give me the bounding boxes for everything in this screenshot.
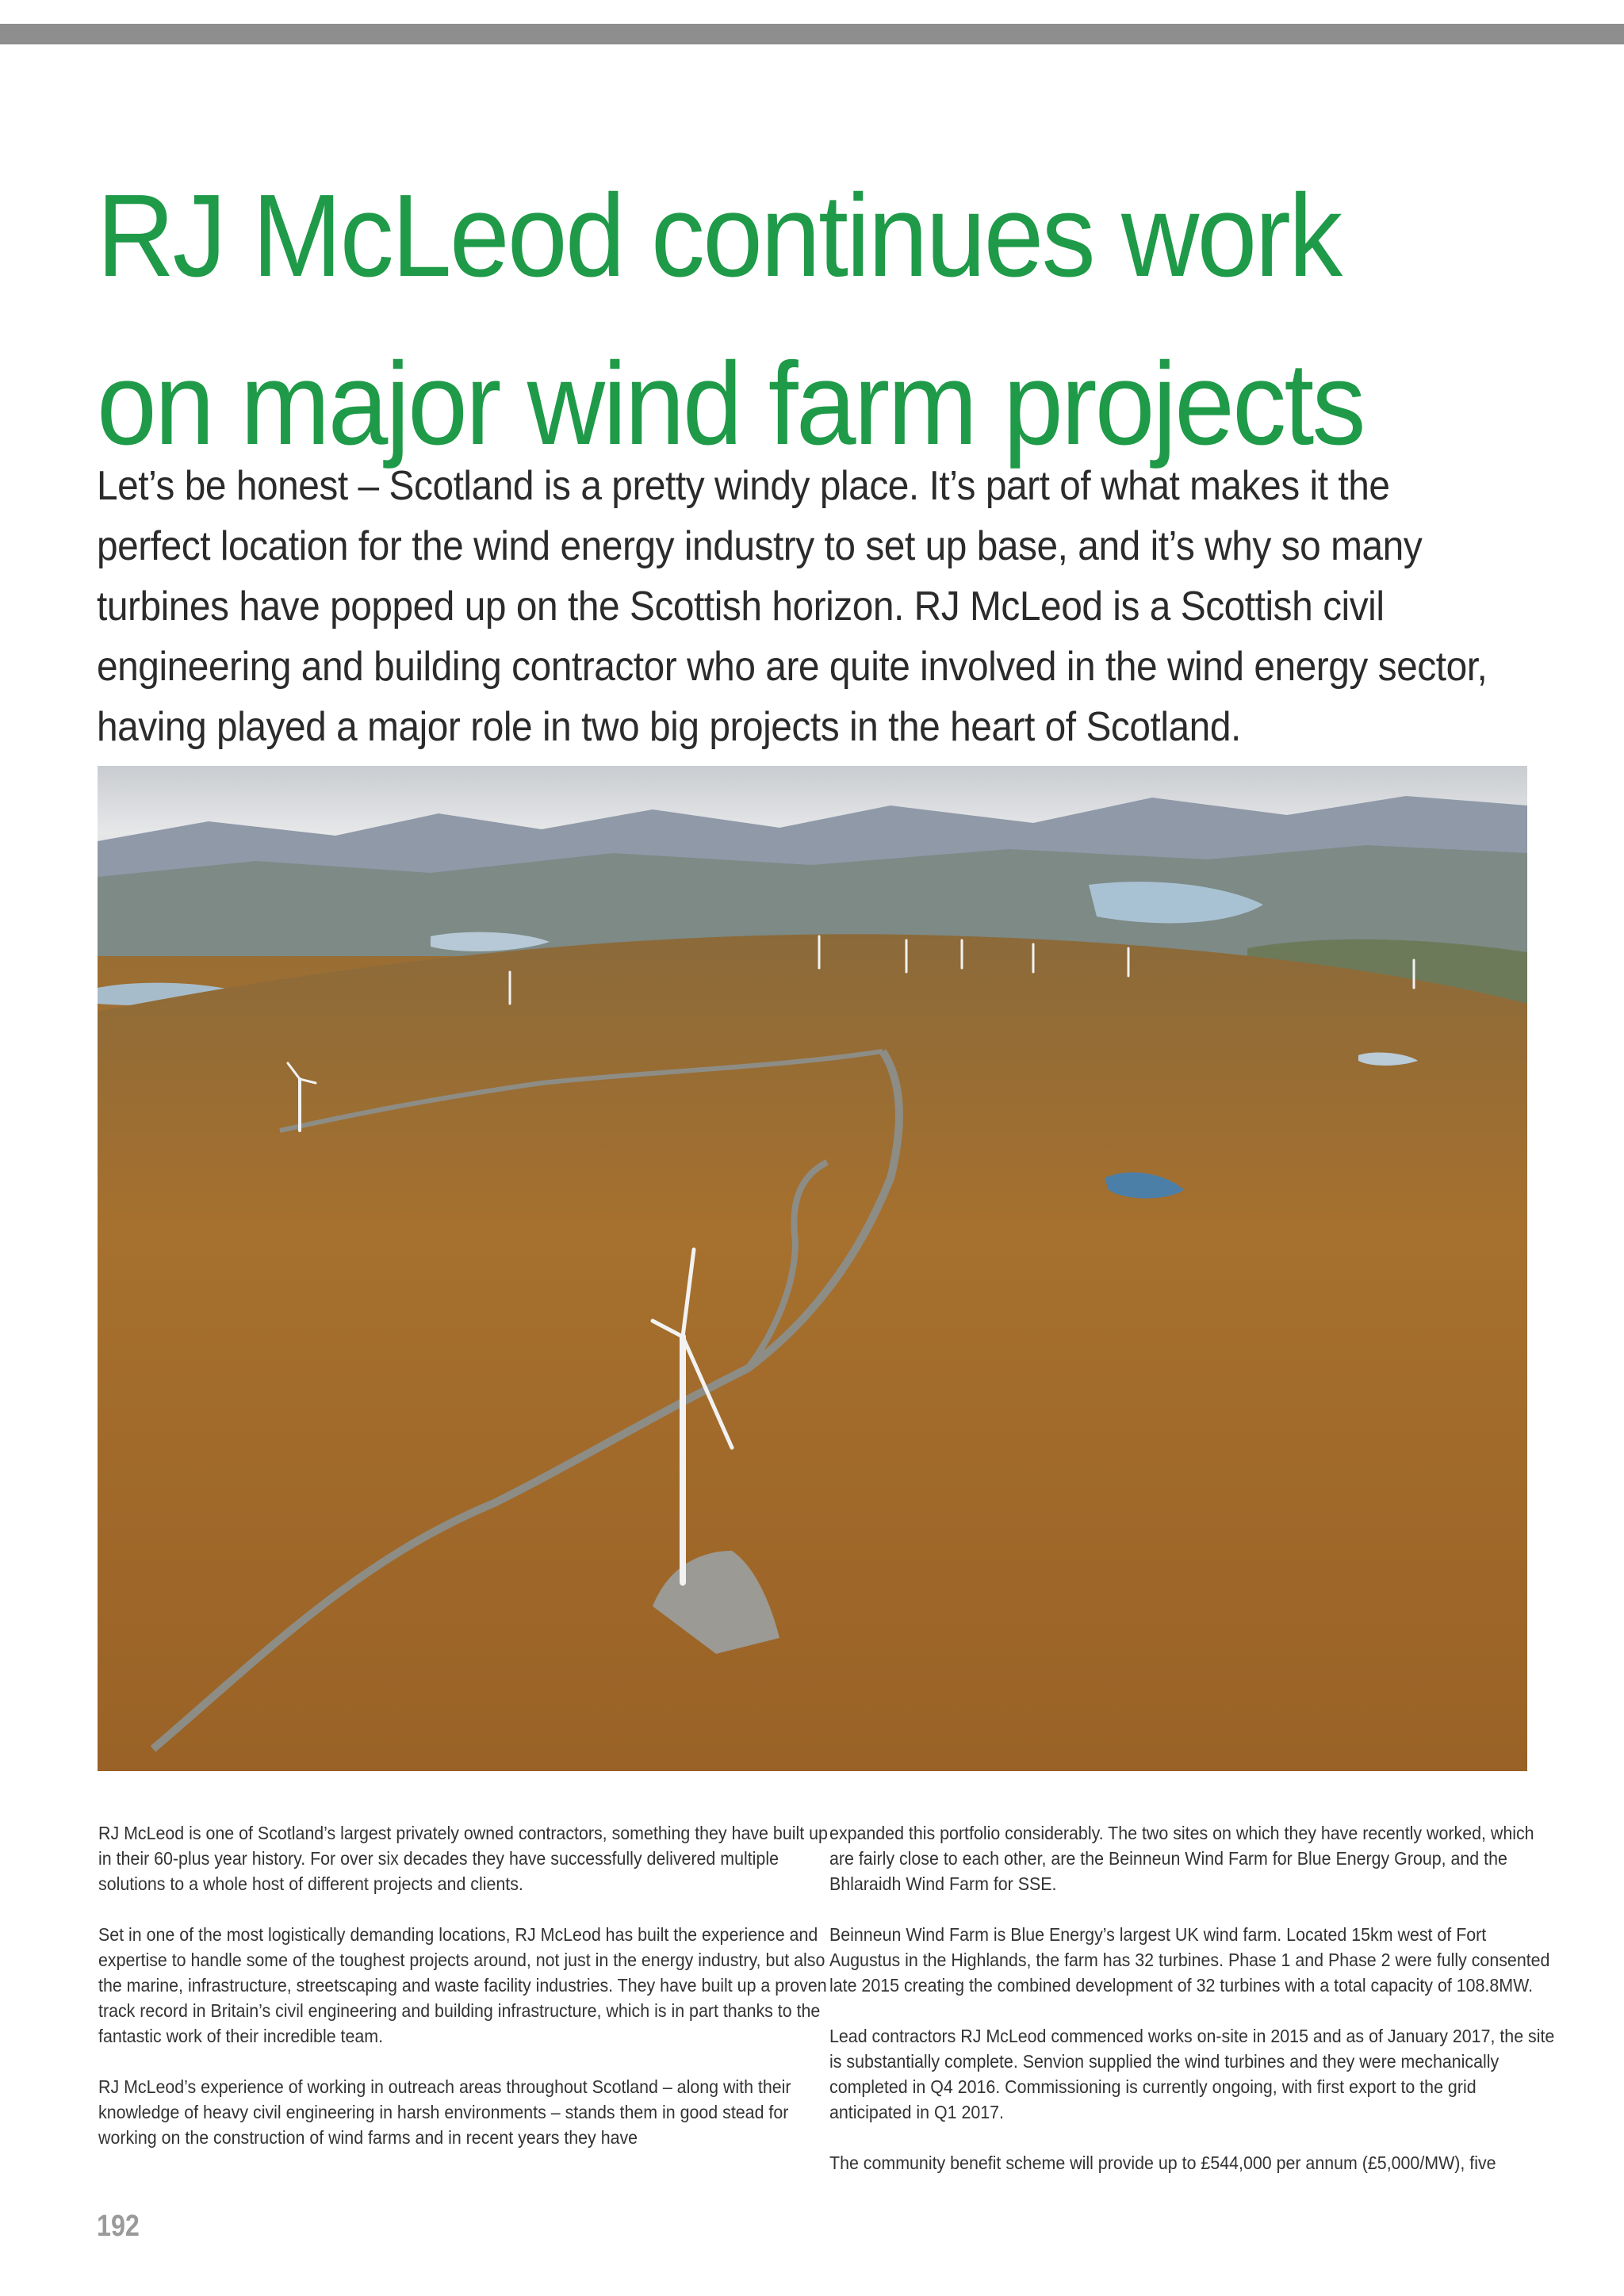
left-paragraph-1: RJ McLeod is one of Scotland’s largest privately owned contractors, something they have built up in their 60-plus year history. For over six decades they have successfully delivered multiple solutions to a whole host of different projects and clients. [98, 1823, 828, 1894]
right-paragraph-3: Lead contractors RJ McLeod commenced works on-site in 2015 and as of January 2017, the site is substantially complete. Senvion supplied the wind turbines and they were mechanically completed in Q4 2016. Commissioning is currently ongoing, with first export to the grid anticipated in Q1 2017. [829, 2026, 1555, 2122]
title-line-1: RJ McLeod continues work [97, 170, 1341, 301]
left-paragraph-2: Set in one of the most logistically demanding locations, RJ McLeod has built the experience and expertise to handle some of the toughest projects around, not just in the energy industry, but also the marine, infrastructure, streetscaping and waste facility industries. They have built up a proven track record in Britain’s civil engineering and building infrastructure, which is in part thanks to the fantastic work of their incredible team. [98, 1924, 827, 2046]
left-paragraph-3: RJ McLeod’s experience of working in outreach areas throughout Scotland – along with their knowledge of heavy civil engineering in harsh environments – stands them in good stead for working on the construction of wind farms and in recent years they have [98, 2076, 791, 2148]
right-paragraph-1: expanded this portfolio considerably. The two sites on which they have recently worked, which are fairly close to each other, are the Beinneun Wind Farm for Blue Energy Group, and the Bhlaraidh Wind Farm for SSE. [829, 1823, 1534, 1894]
article-title [97, 152, 1469, 488]
left-text-column [98, 1820, 829, 2175]
right-paragraph-4: The community benefit scheme will provide up to £544,000 per annum (£5,000/MW), five [829, 2152, 1496, 2173]
article-intro: Let’s be honest – Scotland is a pretty windy place. It’s part of what makes it the perfect location for the wind energy industry to set up base, and it’s why so many turbines have popped up on the Scottish horizon. RJ McLeod is a Scottish civil engineering and building contractor who are quite involved in the wind energy sector, having played a major role in two big projects in the heart of Scotland. [97, 463, 1488, 750]
right-text-column [829, 1820, 1560, 2201]
title-line-2: on major wind farm projects [97, 339, 1364, 469]
wind-farm-aerial-photo [98, 766, 1527, 1771]
right-paragraph-2: Beinneun Wind Farm is Blue Energy’s largest UK wind farm. Located 15km west of Fort Augustus in the Highlands, the farm has 32 turbines. Phase 1 and Phase 2 were fully consented late 2015 creating the combined development of 32 turbines with a total capacity of 108.8MW. [829, 1924, 1550, 1996]
page-number: 192 [97, 2210, 140, 2243]
top-rule [0, 24, 1624, 44]
